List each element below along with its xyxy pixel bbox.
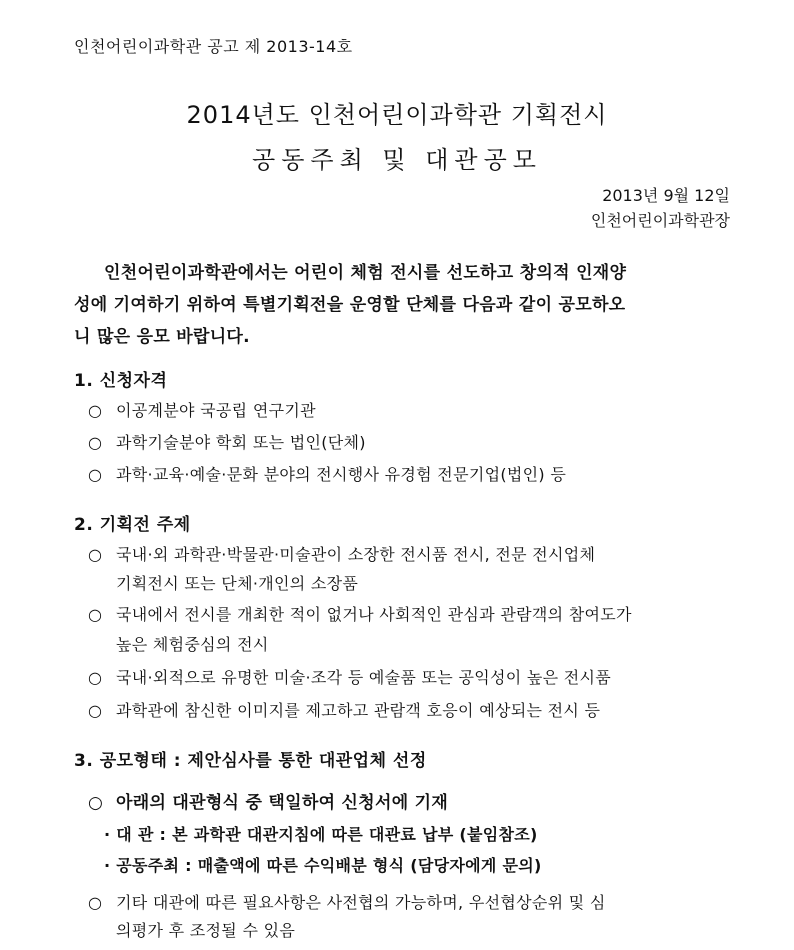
sub-item-rental: · 대 관 : 본 과학관 대관지침에 따른 대관료 납부 (붙임참조) <box>104 825 538 844</box>
list-item: ○ 국내에서 전시를 개최한 적이 없거나 사회적인 관심과 관람객의 참여도가 <box>88 605 632 624</box>
section1-heading: 1. 신청자격 <box>74 371 168 391</box>
bullet-icon: ○ <box>88 701 103 720</box>
bullet-icon: ○ <box>88 433 103 452</box>
list-item-continuation: 높은 체험중심의 전시 <box>116 635 269 654</box>
list-item: ○ 과학·교육·예술·문화 분야의 전시행사 유경험 전문기업(법인) 등 <box>88 465 567 484</box>
list-item: ○ 기타 대관에 따른 필요사항은 사전협의 가능하며, 우선협상순위 및 심 <box>88 893 606 912</box>
bullet-icon: ○ <box>88 545 103 564</box>
bullet-icon: ○ <box>88 893 103 912</box>
list-item: ○ 이공계분야 국공립 연구기관 <box>88 401 316 420</box>
list-item-continuation: 의평가 후 조정될 수 있음 <box>116 921 296 940</box>
bullet-icon: ○ <box>88 465 103 484</box>
bullet-icon: ○ <box>88 605 103 624</box>
intro-line-3: 니 많은 응모 바랍니다. <box>74 327 250 347</box>
intro-line-1: 인천어린이과학관에서는 어린이 체험 전시를 선도하고 창의적 인재양 <box>104 263 627 283</box>
list-item: ○ 과학관에 참신한 이미지를 제고하고 관람객 호응이 예상되는 전시 등 <box>88 701 601 720</box>
list-item: ○ 국내·외적으로 유명한 미술·조각 등 예술품 또는 공익성이 높은 전시품 <box>88 668 612 687</box>
list-item: ○ 과학기술분야 학회 또는 법인(단체) <box>88 433 366 452</box>
document-subtitle: 공동주최 및 대관공모 <box>252 146 542 174</box>
notice-number: 인천어린이과학관 공고 제 2013-14호 <box>74 37 353 56</box>
bullet-icon: ○ <box>88 401 103 420</box>
section3-heading: 3. 공모형태 : 제안심사를 통한 대관업체 선정 <box>74 751 427 771</box>
list-item-continuation: 기획전시 또는 단체·개인의 소장품 <box>116 574 359 593</box>
section2-heading: 2. 기획전 주제 <box>74 515 191 535</box>
list-item: ○ 아래의 대관형식 중 택일하여 신청서에 기재 <box>88 793 449 813</box>
bullet-icon: ○ <box>88 668 103 687</box>
document-title: 2014년도 인천어린이과학관 기획전시 <box>186 101 608 129</box>
issuer-name: 인천어린이과학관장 <box>590 211 730 230</box>
bullet-icon: ○ <box>88 793 104 813</box>
notice-date: 2013년 9월 12일 <box>602 186 730 205</box>
sub-item-co-hosting: · 공동주최 : 매출액에 따른 수익배분 형식 (담당자에게 문의) <box>104 856 542 875</box>
intro-line-2: 성에 기여하기 위하여 특별기획전을 운영할 단체를 다음과 같이 공모하오 <box>74 295 626 315</box>
list-item: ○ 국내·외 과학관·박물관·미술관이 소장한 전시품 전시, 전문 전시업체 <box>88 545 596 564</box>
